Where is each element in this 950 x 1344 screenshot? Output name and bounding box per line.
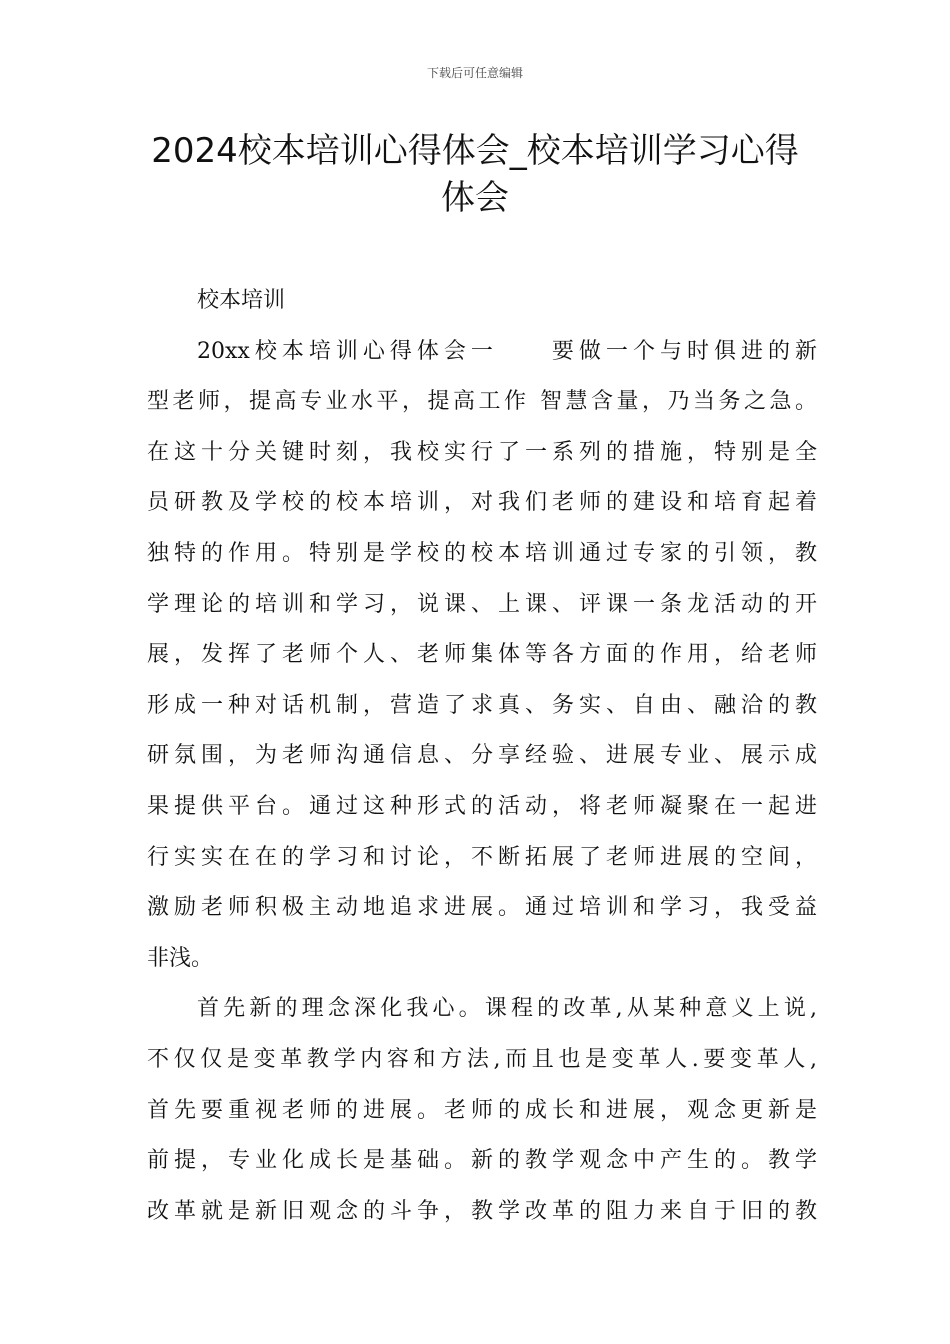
body-line: 前提，专业化成长是基础。新的教学观念中产生的。教学 <box>147 1148 817 1174</box>
body-line: 果提供平台。通过这种形式的活动，将老师凝聚在一起进 <box>147 793 817 819</box>
body-line: 不仅仅是变革教学内容和方法,而且也是变革人.要变革人, <box>147 1046 817 1072</box>
body-line: 型老师，提高专业水平，提高工作 智慧含量，乃当务之急。 <box>147 389 817 415</box>
body-line: 在这十分关键时刻，我校实行了一系列的措施，特别是全 <box>147 439 817 465</box>
document-title <box>100 128 850 222</box>
body-line: 首先要重视老师的进展。老师的成长和进展，观念更新是 <box>147 1097 817 1123</box>
body-line: 首先新的理念深化我心。课程的改革,从某种意义上说, <box>197 996 817 1022</box>
body-line: 非浅。 <box>147 945 214 971</box>
body-line: 行实实在在的学习和讨论，不断拓展了老师进展的空间， <box>147 844 817 870</box>
body-line: 学理论的培训和学习，说课、上课、评课一条龙活动的开 <box>147 591 817 617</box>
body-line: 形成一种对话机制，营造了求真、务实、自由、融洽的教 <box>147 692 817 718</box>
body-line: 校本培训 <box>197 288 286 313</box>
body-line: 展，发挥了老师个人、老师集体等各方面的作用，给老师 <box>147 642 817 668</box>
title-line: 体会 <box>441 178 509 218</box>
body-text <box>147 276 817 1237</box>
header-note: 下载后可任意编辑 <box>426 66 523 80</box>
body-line: 改革就是新旧观念的斗争，教学改革的阻力来自于旧的教 <box>147 1198 817 1224</box>
body-line: 研氛围，为老师沟通信息、分享经验、进展专业、展示成 <box>147 743 817 769</box>
body-line: 激励老师积极主动地追求进展。通过培训和学习，我受益 <box>147 895 817 921</box>
body-line: 员研教及学校的校本培训，对我们老师的建设和培育起着 <box>147 490 817 516</box>
body-line: 20xx校本培训心得体会一 要做一个与时俱进的新 <box>197 338 817 364</box>
body-line: 独特的作用。特别是学校的校本培训通过专家的引领，教 <box>147 540 817 566</box>
title-line: 2024校本培训心得体会_校本培训学习心得 <box>151 131 799 171</box>
